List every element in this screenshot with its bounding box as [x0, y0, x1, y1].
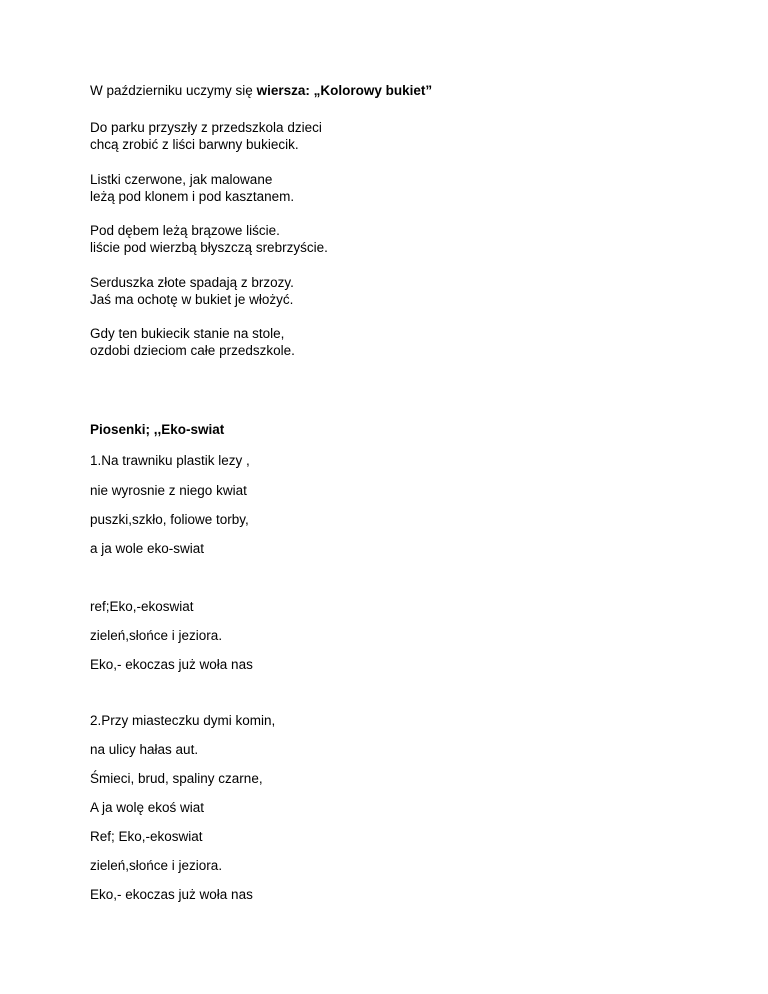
refrain-line: zieleń,słońce i jeziora. [90, 628, 223, 643]
song-line: 2.Przy miasteczku dymi komin, [90, 713, 276, 728]
refrain-line: Ref; Eko,-ekoswiat [90, 829, 203, 844]
song-line: na ulicy hałas aut. [90, 742, 199, 757]
poem-line: Jaś ma ochotę w bukiet je włożyć. [90, 292, 294, 307]
song-line: A ja wolę ekoś wiat [90, 800, 205, 815]
poem-line: leżą pod klonem i pod kasztanem. [90, 189, 295, 204]
intro-line [90, 82, 432, 99]
poem-line: liście pod wierzbą błyszczą srebrzyście. [90, 240, 328, 255]
refrain-line: Eko,- ekoczas już woła nas [90, 657, 253, 672]
poem-line: ozdobi dzieciom całe przedszkole. [90, 343, 295, 358]
song-title: Piosenki; ,,Eko-swiat [90, 422, 225, 437]
poem-line: Serduszka złote spadają z brzozy. [90, 275, 294, 290]
song-line: puszki,szkło, foliowe torby, [90, 512, 249, 527]
song-line: 1.Na trawniku plastik lezy , [90, 453, 250, 468]
song-line: nie wyrosnie z niego kwiat [90, 483, 247, 498]
refrain-line: Eko,- ekoczas już woła nas [90, 887, 253, 902]
document-page [90, 0, 730, 994]
poem-line: Listki czerwone, jak malowane [90, 172, 273, 187]
song-line: Śmieci, brud, spaliny czarne, [90, 771, 263, 786]
refrain-line: ref;Eko,-ekoswiat [90, 599, 194, 614]
poem-line: chcą zrobić z liści barwny bukiecik. [90, 137, 299, 152]
refrain-line: zieleń,słońce i jeziora. [90, 858, 223, 873]
poem-line: Do parku przyszły z przedszkola dzieci [90, 120, 322, 135]
poem-line: Gdy ten bukiecik stanie na stole, [90, 326, 285, 341]
poem-line: Pod dębem leżą brązowe liście. [90, 223, 280, 238]
intro-text: W październiku uczymy się [90, 83, 257, 98]
song-line: a ja wole eko-swiat [90, 541, 205, 556]
poem-title: wiersza: „Kolorowy bukiet” [256, 83, 433, 98]
